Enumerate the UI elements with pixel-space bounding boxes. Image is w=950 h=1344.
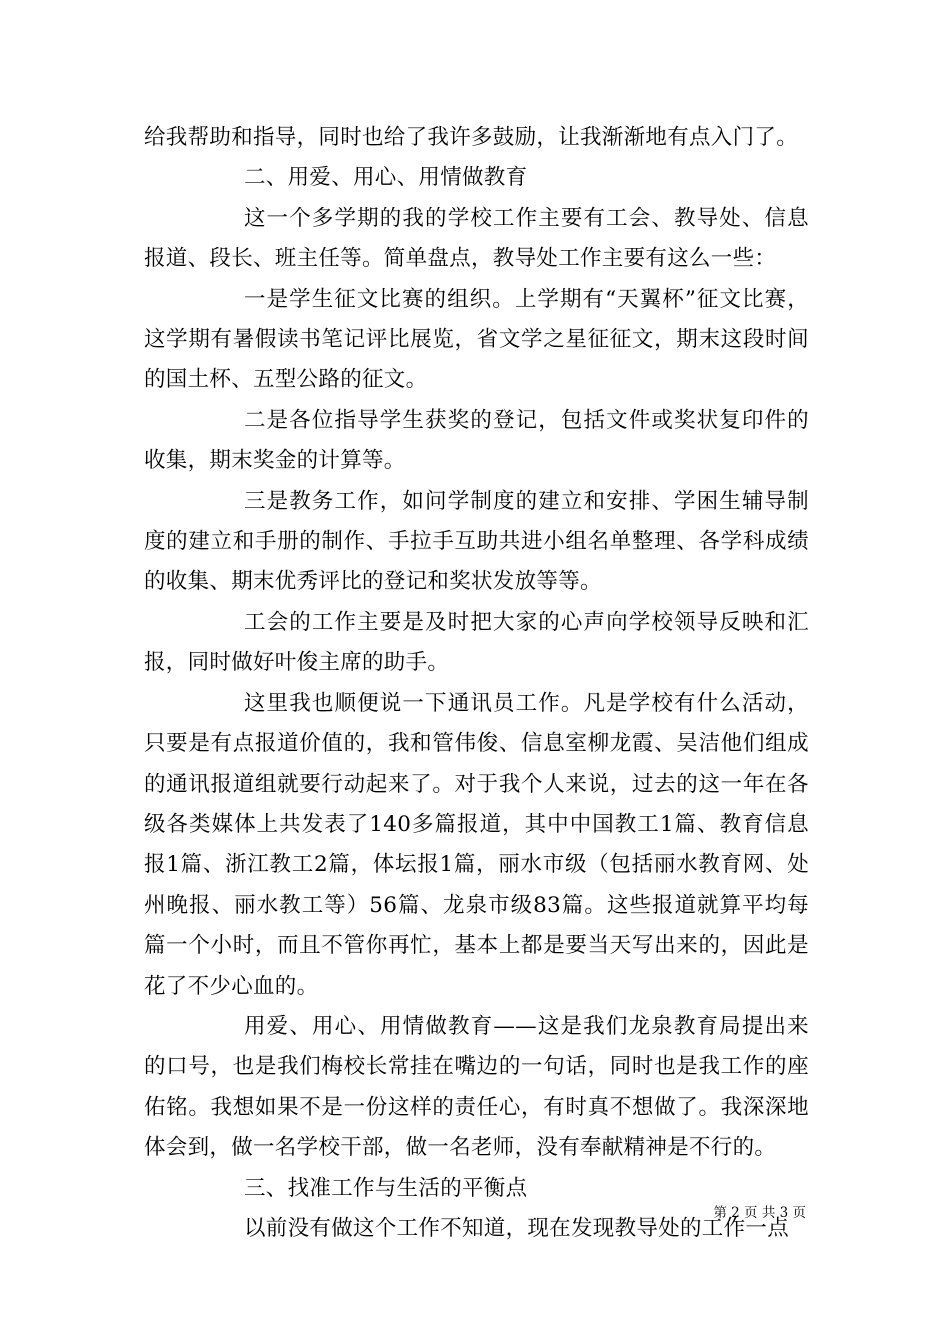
section-heading-two: 二、用爱、用心、用情做教育: [244, 165, 528, 191]
paragraph-continuation: 给我帮助和指导，同时也给了我许多鼓励，让我渐渐地有点入门了。: [144, 125, 799, 150]
paragraph-correspondent-work: 这里我也顺便说一下通讯员工作。凡是学校有什么活动，只要是有点报道价值的，我和管伟俊、信息室柳龙霞、吴洁他们组成的通讯报道组就要行动起来了。对于我个人来说，过去的这一年在各级各类媒体上共发表了140多篇报道，其中中国教工1篇、教育信息报1篇、浙江教工2篇，体坛报1篇，丽水市级（包括丽水教育网、处州晚报、丽水教工等）56篇、龙泉市级83篇。这些报道就算平均每篇一个小时，而且不管你再忙，基本上都是要当天写出来的，因此是花了不少心血的。: [144, 690, 809, 999]
paragraph-balance-intro: 以前没有做这个工作不知道，现在发现教导处的工作一点: [244, 1215, 790, 1241]
paragraph-work-overview: 这一个多学期的我的学校工作主要有工会、教导处、信息报道、段长、班主任等。简单盘点，教导处工作主要有这么一些：: [144, 205, 809, 272]
section-heading-three: 三、找准工作与生活的平衡点: [244, 1175, 528, 1201]
page-number-footer: 第 2 页 共 3 页: [713, 1205, 806, 1221]
paragraph-award-registration: 二是各位指导学生获奖的登记，包括文件或奖状复印件的收集，期末奖金的计算等。: [144, 407, 809, 474]
paragraph-motto: 用爱、用心、用情做教育——这是我们龙泉教育局提出来的口号，也是我们梅校长常挂在嘴边的一句话，同时也是我工作的座佑铭。我想如果不是一份这样的责任心，有时真不想做了。我深深地体会到，做一名学校干部，做一名老师，没有奉献精神是不行的。: [144, 1013, 809, 1161]
paragraph-essay-contests: 一是学生征文比赛的组织。上学期有“天翼杯”征文比赛，这学期有暑假读书笔记评比展览，省文学之星征征文，期末这段时间的国土杯、五型公路的征文。: [144, 286, 809, 393]
paragraph-union-work: 工会的工作主要是及时把大家的心声向学校领导反映和汇报，同时做好叶俊主席的助手。: [144, 609, 809, 676]
paragraph-academic-affairs: 三是教务工作，如问学制度的建立和安排、学困生辅导制度的建立和手册的制作、手拉手互助共进小组名单整理、各学科成绩的收集、期末优秀评比的登记和奖状发放等等。: [144, 488, 809, 595]
document-body: [144, 118, 809, 1249]
